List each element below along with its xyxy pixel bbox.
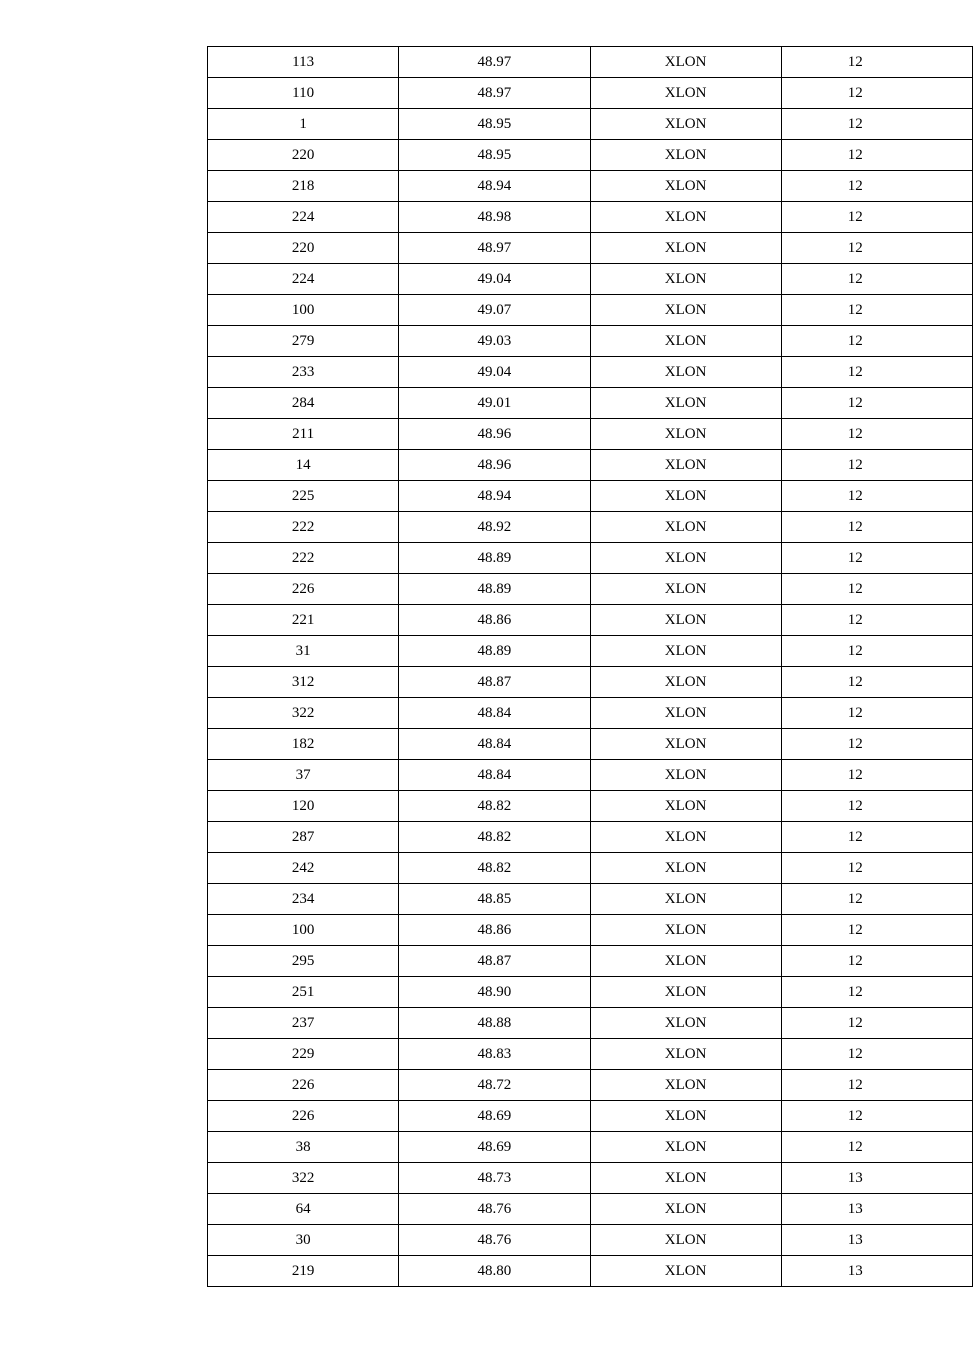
- price-cell: 49.01: [399, 388, 590, 419]
- price-cell: 48.96: [399, 450, 590, 481]
- volume-cell: 220: [208, 233, 399, 264]
- volume-cell: 100: [208, 915, 399, 946]
- price-cell: 48.72: [399, 1070, 590, 1101]
- volume-cell: 220: [208, 140, 399, 171]
- volume-cell: 31: [208, 636, 399, 667]
- table-row: [208, 481, 973, 512]
- time-cell: 12: [781, 729, 972, 760]
- venue-cell: XLON: [590, 47, 781, 78]
- time-cell: 12: [781, 295, 972, 326]
- volume-cell: 219: [208, 1256, 399, 1287]
- time-cell: 12: [781, 760, 972, 791]
- price-cell: 48.94: [399, 481, 590, 512]
- table-row: [208, 1256, 973, 1287]
- table-row: [208, 450, 973, 481]
- table-row: [208, 853, 973, 884]
- price-cell: 49.03: [399, 326, 590, 357]
- time-cell: 12: [781, 512, 972, 543]
- price-cell: 48.96: [399, 419, 590, 450]
- table-row: [208, 822, 973, 853]
- time-cell: 12: [781, 636, 972, 667]
- price-cell: 48.89: [399, 543, 590, 574]
- venue-cell: XLON: [590, 1132, 781, 1163]
- price-cell: 48.87: [399, 667, 590, 698]
- table-row: [208, 1132, 973, 1163]
- venue-cell: XLON: [590, 140, 781, 171]
- venue-cell: XLON: [590, 78, 781, 109]
- venue-cell: XLON: [590, 791, 781, 822]
- time-cell: 12: [781, 1132, 972, 1163]
- venue-cell: XLON: [590, 729, 781, 760]
- time-cell: 12: [781, 450, 972, 481]
- price-cell: 48.86: [399, 605, 590, 636]
- table-row: [208, 791, 973, 822]
- volume-cell: 218: [208, 171, 399, 202]
- venue-cell: XLON: [590, 822, 781, 853]
- venue-cell: XLON: [590, 1039, 781, 1070]
- table-row: [208, 78, 973, 109]
- volume-cell: 38: [208, 1132, 399, 1163]
- table-row: [208, 884, 973, 915]
- price-cell: 48.84: [399, 760, 590, 791]
- table-row: [208, 729, 973, 760]
- table-row: [208, 109, 973, 140]
- volume-cell: 295: [208, 946, 399, 977]
- time-cell: 12: [781, 1008, 972, 1039]
- time-cell: 12: [781, 574, 972, 605]
- volume-cell: 100: [208, 295, 399, 326]
- table-row: [208, 140, 973, 171]
- price-cell: 48.80: [399, 1256, 590, 1287]
- volume-cell: 110: [208, 78, 399, 109]
- time-cell: 13: [781, 1225, 972, 1256]
- table-row: [208, 1163, 973, 1194]
- price-cell: 48.89: [399, 636, 590, 667]
- volume-cell: 224: [208, 202, 399, 233]
- volume-cell: 221: [208, 605, 399, 636]
- table-row: [208, 915, 973, 946]
- time-cell: 12: [781, 202, 972, 233]
- table-viewport: [207, 46, 863, 1316]
- table-row: [208, 357, 973, 388]
- price-cell: 48.83: [399, 1039, 590, 1070]
- table-row: [208, 574, 973, 605]
- venue-cell: XLON: [590, 357, 781, 388]
- time-cell: 12: [781, 171, 972, 202]
- price-cell: 48.84: [399, 698, 590, 729]
- price-cell: 48.69: [399, 1101, 590, 1132]
- time-cell: 12: [781, 1039, 972, 1070]
- price-cell: 48.90: [399, 977, 590, 1008]
- table-row: [208, 977, 973, 1008]
- time-cell: 12: [781, 47, 972, 78]
- volume-cell: 234: [208, 884, 399, 915]
- time-cell: 12: [781, 1070, 972, 1101]
- volume-cell: 287: [208, 822, 399, 853]
- table-row: [208, 543, 973, 574]
- volume-cell: 37: [208, 760, 399, 791]
- time-cell: 12: [781, 326, 972, 357]
- table-row: [208, 636, 973, 667]
- price-cell: 48.76: [399, 1225, 590, 1256]
- price-cell: 48.94: [399, 171, 590, 202]
- venue-cell: XLON: [590, 853, 781, 884]
- venue-cell: XLON: [590, 450, 781, 481]
- time-cell: 12: [781, 884, 972, 915]
- venue-cell: XLON: [590, 109, 781, 140]
- volume-cell: 222: [208, 512, 399, 543]
- table-row: [208, 1101, 973, 1132]
- venue-cell: XLON: [590, 388, 781, 419]
- time-cell: 12: [781, 233, 972, 264]
- volume-cell: 242: [208, 853, 399, 884]
- time-cell: 12: [781, 264, 972, 295]
- venue-cell: XLON: [590, 605, 781, 636]
- venue-cell: XLON: [590, 977, 781, 1008]
- time-cell: 12: [781, 605, 972, 636]
- venue-cell: XLON: [590, 667, 781, 698]
- volume-cell: 225: [208, 481, 399, 512]
- venue-cell: XLON: [590, 946, 781, 977]
- price-cell: 48.88: [399, 1008, 590, 1039]
- transactions-table: [207, 46, 973, 1287]
- table-row: [208, 1194, 973, 1225]
- volume-cell: 312: [208, 667, 399, 698]
- volume-cell: 64: [208, 1194, 399, 1225]
- venue-cell: XLON: [590, 326, 781, 357]
- time-cell: 12: [781, 78, 972, 109]
- table-body: [208, 47, 973, 1287]
- table-row: [208, 326, 973, 357]
- table-row: [208, 295, 973, 326]
- table-row: [208, 171, 973, 202]
- venue-cell: XLON: [590, 481, 781, 512]
- venue-cell: XLON: [590, 1194, 781, 1225]
- time-cell: 13: [781, 1256, 972, 1287]
- volume-cell: 226: [208, 1101, 399, 1132]
- price-cell: 48.97: [399, 47, 590, 78]
- venue-cell: XLON: [590, 1225, 781, 1256]
- venue-cell: XLON: [590, 543, 781, 574]
- venue-cell: XLON: [590, 915, 781, 946]
- table-row: [208, 512, 973, 543]
- volume-cell: 182: [208, 729, 399, 760]
- table-row: [208, 760, 973, 791]
- venue-cell: XLON: [590, 1163, 781, 1194]
- volume-cell: 224: [208, 264, 399, 295]
- table-row: [208, 419, 973, 450]
- price-cell: 48.85: [399, 884, 590, 915]
- time-cell: 12: [781, 667, 972, 698]
- price-cell: 48.95: [399, 140, 590, 171]
- volume-cell: 251: [208, 977, 399, 1008]
- volume-cell: 113: [208, 47, 399, 78]
- volume-cell: 322: [208, 1163, 399, 1194]
- time-cell: 12: [781, 822, 972, 853]
- table-row: [208, 605, 973, 636]
- time-cell: 12: [781, 140, 972, 171]
- volume-cell: 229: [208, 1039, 399, 1070]
- volume-cell: 233: [208, 357, 399, 388]
- venue-cell: XLON: [590, 1256, 781, 1287]
- venue-cell: XLON: [590, 1070, 781, 1101]
- time-cell: 12: [781, 481, 972, 512]
- venue-cell: XLON: [590, 1101, 781, 1132]
- volume-cell: 30: [208, 1225, 399, 1256]
- time-cell: 13: [781, 1163, 972, 1194]
- volume-cell: 120: [208, 791, 399, 822]
- venue-cell: XLON: [590, 574, 781, 605]
- time-cell: 12: [781, 388, 972, 419]
- time-cell: 12: [781, 357, 972, 388]
- table-row: [208, 202, 973, 233]
- price-cell: 48.98: [399, 202, 590, 233]
- volume-cell: 284: [208, 388, 399, 419]
- price-cell: 48.97: [399, 233, 590, 264]
- time-cell: 12: [781, 698, 972, 729]
- venue-cell: XLON: [590, 512, 781, 543]
- price-cell: 48.87: [399, 946, 590, 977]
- table-row: [208, 667, 973, 698]
- time-cell: 12: [781, 977, 972, 1008]
- volume-cell: 222: [208, 543, 399, 574]
- time-cell: 12: [781, 915, 972, 946]
- venue-cell: XLON: [590, 760, 781, 791]
- venue-cell: XLON: [590, 171, 781, 202]
- volume-cell: 226: [208, 1070, 399, 1101]
- venue-cell: XLON: [590, 264, 781, 295]
- table-row: [208, 264, 973, 295]
- time-cell: 12: [781, 791, 972, 822]
- venue-cell: XLON: [590, 295, 781, 326]
- table-row: [208, 1039, 973, 1070]
- venue-cell: XLON: [590, 884, 781, 915]
- price-cell: 48.89: [399, 574, 590, 605]
- venue-cell: XLON: [590, 202, 781, 233]
- price-cell: 48.73: [399, 1163, 590, 1194]
- table-row: [208, 47, 973, 78]
- price-cell: 48.95: [399, 109, 590, 140]
- price-cell: 48.69: [399, 1132, 590, 1163]
- price-cell: 49.04: [399, 357, 590, 388]
- volume-cell: 322: [208, 698, 399, 729]
- venue-cell: XLON: [590, 419, 781, 450]
- price-cell: 48.82: [399, 791, 590, 822]
- price-cell: 48.97: [399, 78, 590, 109]
- volume-cell: 237: [208, 1008, 399, 1039]
- price-cell: 48.86: [399, 915, 590, 946]
- volume-cell: 14: [208, 450, 399, 481]
- table-row: [208, 1225, 973, 1256]
- volume-cell: 1: [208, 109, 399, 140]
- price-cell: 48.76: [399, 1194, 590, 1225]
- time-cell: 12: [781, 1101, 972, 1132]
- table-row: [208, 1070, 973, 1101]
- venue-cell: XLON: [590, 233, 781, 264]
- time-cell: 13: [781, 1194, 972, 1225]
- time-cell: 12: [781, 946, 972, 977]
- time-cell: 12: [781, 543, 972, 574]
- price-cell: 49.07: [399, 295, 590, 326]
- price-cell: 48.92: [399, 512, 590, 543]
- time-cell: 12: [781, 853, 972, 884]
- time-cell: 12: [781, 419, 972, 450]
- price-cell: 49.04: [399, 264, 590, 295]
- price-cell: 48.82: [399, 822, 590, 853]
- time-cell: 12: [781, 109, 972, 140]
- table-row: [208, 698, 973, 729]
- volume-cell: 226: [208, 574, 399, 605]
- price-cell: 48.82: [399, 853, 590, 884]
- venue-cell: XLON: [590, 636, 781, 667]
- table-row: [208, 233, 973, 264]
- volume-cell: 211: [208, 419, 399, 450]
- table-row: [208, 388, 973, 419]
- price-cell: 48.84: [399, 729, 590, 760]
- table-row: [208, 1008, 973, 1039]
- venue-cell: XLON: [590, 1008, 781, 1039]
- table-row: [208, 946, 973, 977]
- volume-cell: 279: [208, 326, 399, 357]
- venue-cell: XLON: [590, 698, 781, 729]
